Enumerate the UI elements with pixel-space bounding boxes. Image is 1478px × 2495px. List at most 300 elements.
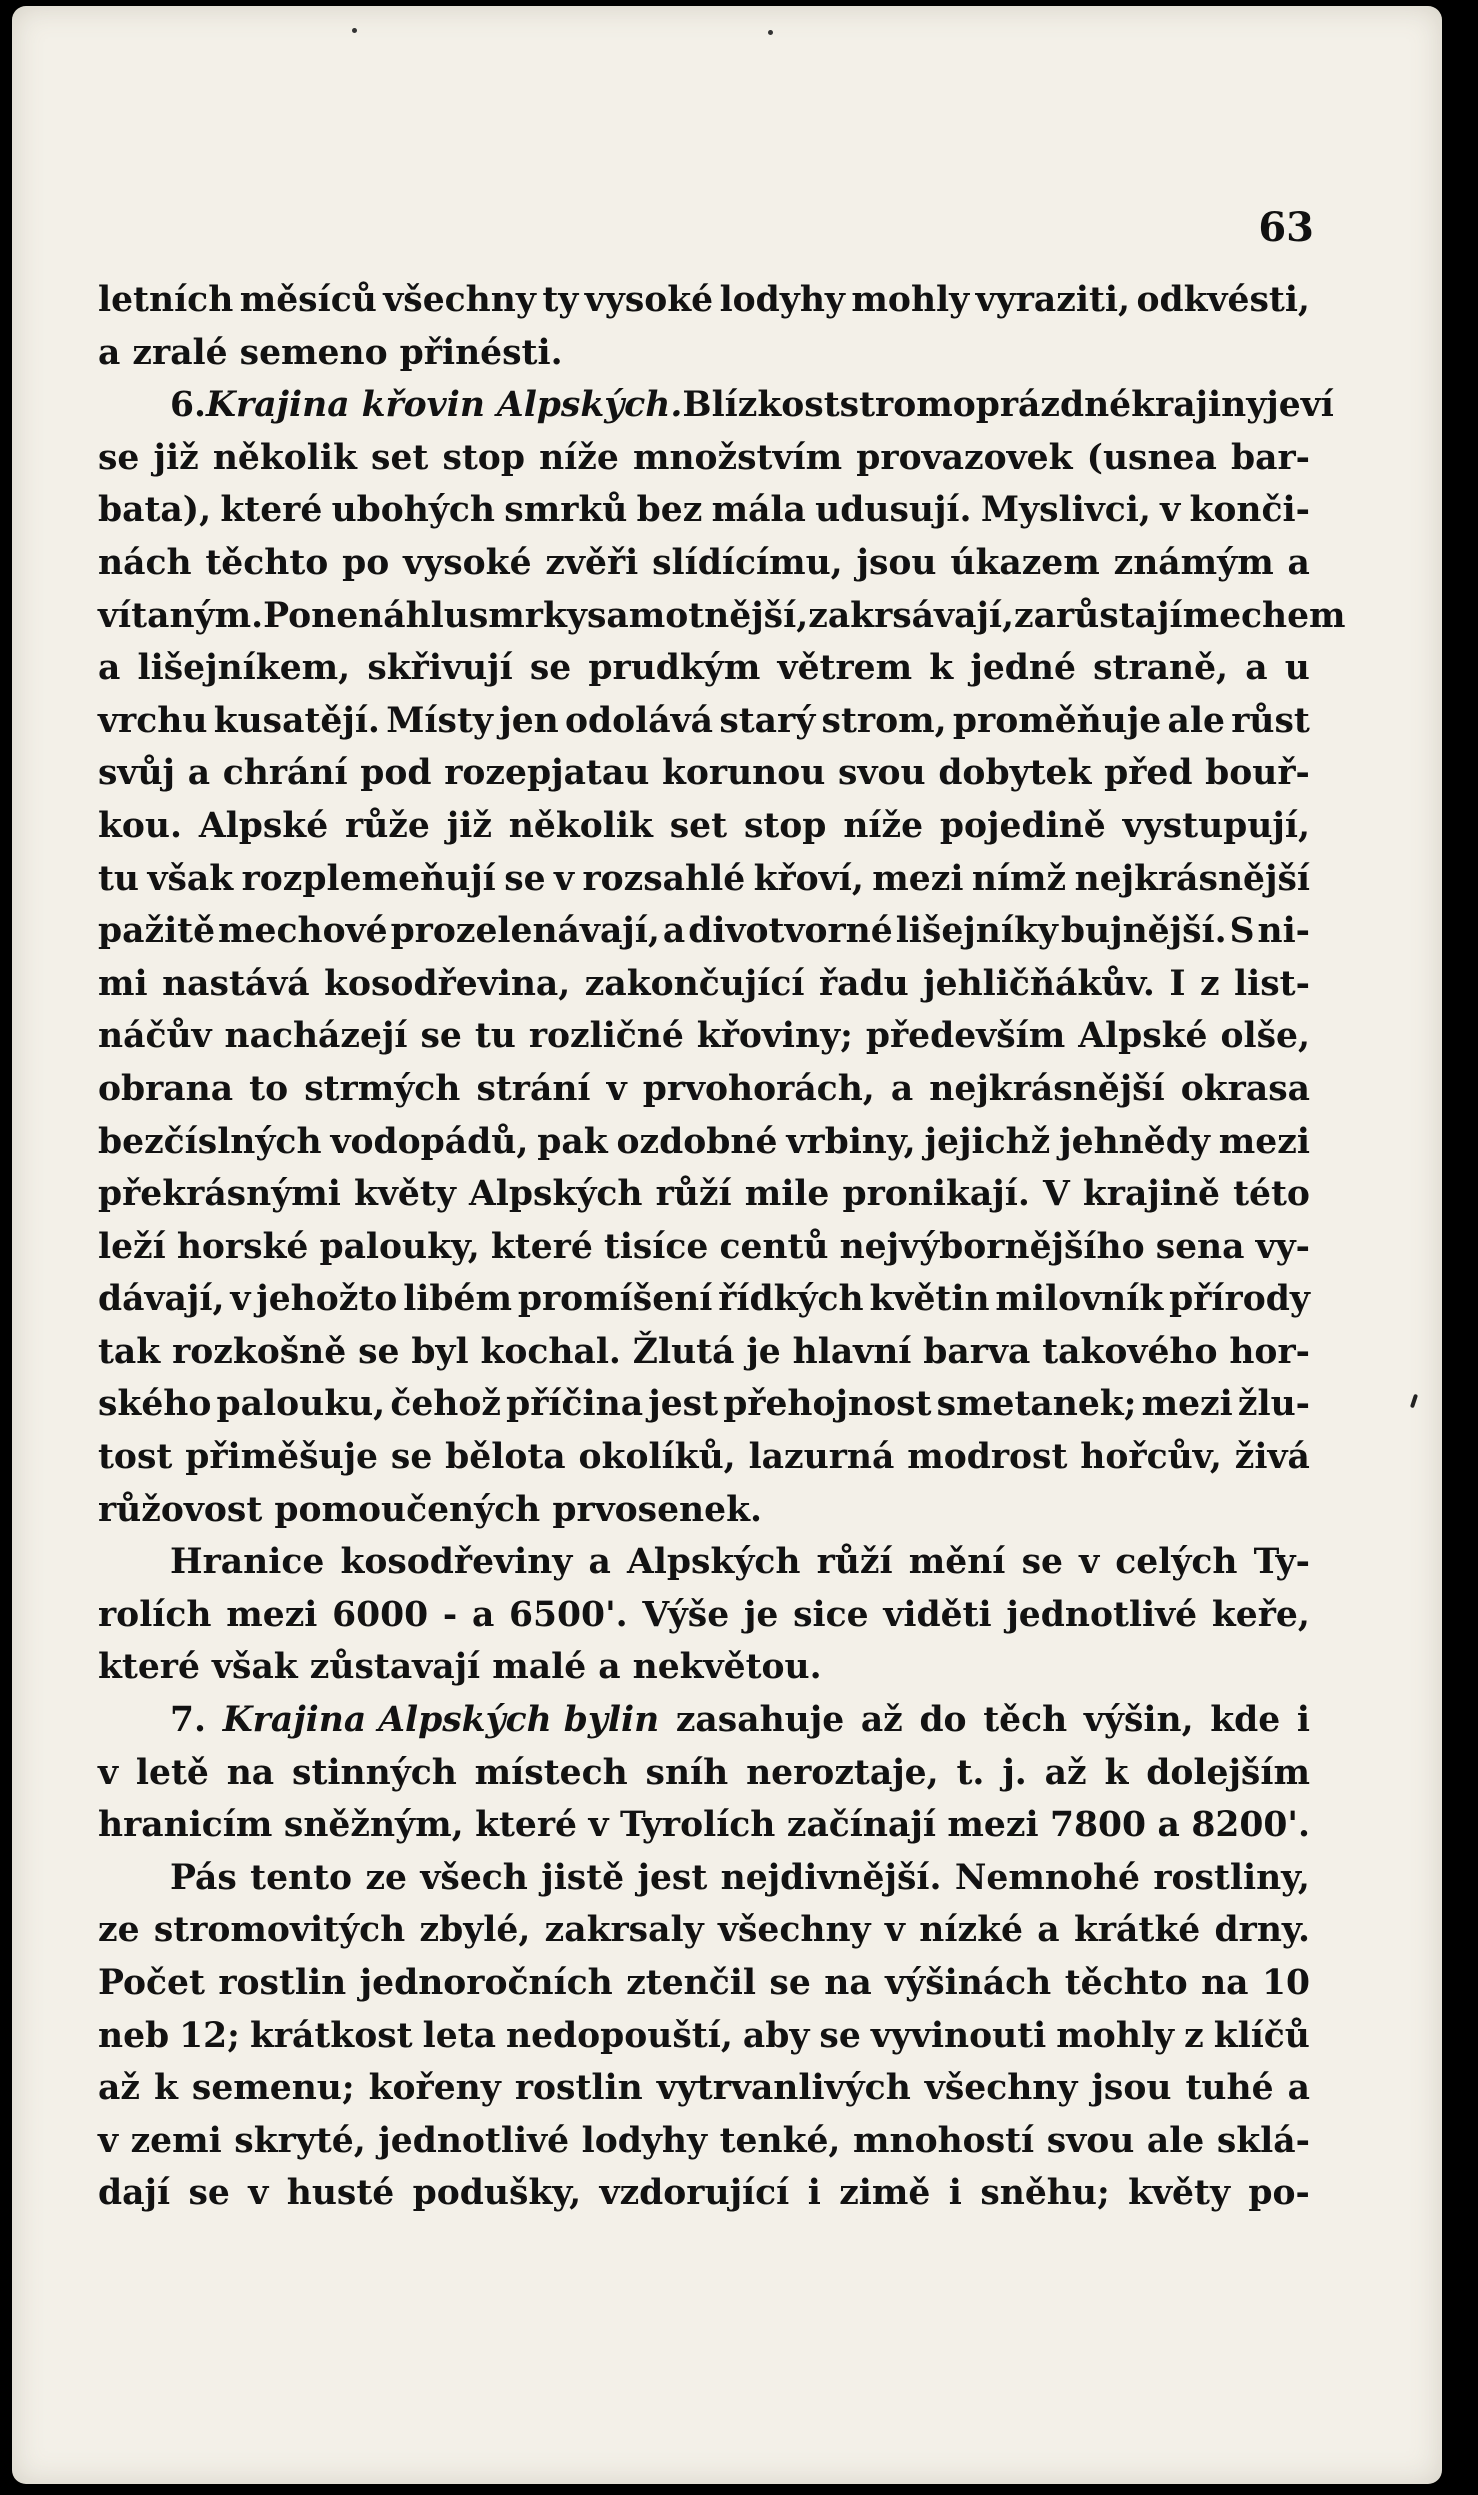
word: Alpských [627, 1542, 801, 1583]
word: bujnější. [1060, 911, 1227, 952]
word: a [598, 1647, 621, 1688]
word: zasahuje [675, 1700, 845, 1741]
word: Hranice [170, 1542, 325, 1583]
word: nacházejí [224, 1016, 408, 1057]
word: Ty- [1253, 1542, 1310, 1583]
word: udusují. [815, 490, 972, 531]
word: jehožto [256, 1279, 398, 1320]
word: Nemnohé [954, 1857, 1140, 1898]
word: svou [1046, 2120, 1135, 2161]
word: místech [474, 1752, 628, 1793]
text-line [98, 2062, 1310, 2115]
word: byl [411, 1331, 469, 1372]
word: 10 [1261, 1963, 1310, 2003]
word: ze [365, 1857, 407, 1898]
word: mi [98, 963, 148, 1004]
text-line [98, 642, 1310, 695]
word: přírody [1169, 1279, 1310, 1320]
word: smrků [504, 490, 628, 531]
text-line [98, 1063, 1310, 1116]
word: 8200'. [1191, 1805, 1310, 1846]
word: nejvýbornějšího [839, 1226, 1145, 1267]
word: v [1160, 490, 1181, 531]
word: jednoročních [359, 1963, 613, 2003]
word: růží [655, 1174, 732, 1215]
word: těchto [1064, 1963, 1188, 2003]
word: centů [719, 1226, 829, 1267]
word: se [188, 2173, 230, 2214]
word: svou [838, 753, 926, 794]
word: příčina [506, 1384, 644, 1425]
word: aby [742, 2015, 810, 2056]
word: leží [98, 1226, 166, 1267]
word: již [153, 437, 199, 478]
word: mohly [1056, 2015, 1175, 2056]
word: zvěři [545, 542, 639, 583]
word: tak [98, 1331, 161, 1372]
word: po- [1248, 2173, 1310, 2214]
word: takového [1042, 1331, 1218, 1372]
word: Žlutá [632, 1331, 735, 1372]
word: je [746, 1331, 781, 1372]
word: bar- [1230, 437, 1310, 478]
word: všechny [383, 280, 536, 320]
word: ozdobné [616, 1121, 778, 1162]
word: mezi [226, 1594, 318, 1635]
word: na [1201, 1963, 1249, 2003]
word: přiměšuje [185, 1437, 379, 1478]
word: mechové [218, 911, 388, 952]
word: všech [420, 1857, 528, 1898]
word: kde [1210, 1700, 1281, 1741]
word: Pás [170, 1857, 237, 1898]
text-line [98, 1431, 1310, 1484]
word: lazurná [748, 1437, 895, 1478]
word: proměňuje [952, 700, 1162, 741]
word: růst [1231, 700, 1310, 741]
word: prvohorách, [642, 1068, 875, 1109]
word: ubohých [331, 490, 495, 531]
word: v [588, 1805, 609, 1846]
text-line [98, 1641, 1310, 1694]
word: 6500'. [509, 1594, 628, 1635]
text-line [98, 958, 1310, 1011]
word: níže [539, 437, 619, 478]
word: letních [98, 280, 234, 320]
word: nímž [971, 858, 1067, 899]
word: olše, [1220, 1016, 1310, 1057]
word: keře, [1211, 1594, 1310, 1635]
word: jehličňákův. [923, 963, 1155, 1004]
word: S [1229, 911, 1255, 952]
word: křoví, [753, 858, 864, 899]
word: kořeny [368, 2068, 501, 2109]
word: Alpských [469, 1174, 643, 1215]
word: to [249, 1068, 289, 1109]
word: mechem [1182, 595, 1346, 636]
word: hořcův, [1080, 1437, 1222, 1478]
word: libém [403, 1279, 512, 1320]
word: jest [648, 1384, 719, 1425]
word: stop [743, 805, 827, 846]
text-line [98, 274, 1310, 327]
word: se [390, 1437, 433, 1478]
word: již [446, 805, 492, 846]
word: jejichž [924, 1121, 1051, 1162]
word: prozelenávají, [390, 911, 660, 952]
word: vrchu [98, 700, 208, 741]
word: které [98, 1647, 200, 1688]
text-line [98, 1589, 1310, 1642]
word: dají [98, 2173, 171, 2214]
word: odkvésti, [1136, 280, 1310, 320]
word: rozkošně [172, 1331, 347, 1372]
word: (usnea [1086, 437, 1217, 478]
word: známým [1113, 542, 1274, 583]
word: rostliny, [1153, 1857, 1310, 1898]
word: promíšení [517, 1279, 713, 1320]
word: tento [250, 1857, 353, 1898]
word: a [1245, 648, 1268, 689]
word: stromoprázdné [839, 385, 1132, 426]
word: smetanek; [936, 1384, 1137, 1425]
text-line [98, 1116, 1310, 1169]
word: v [98, 2120, 119, 2161]
word: vy- [1255, 1226, 1310, 1267]
word: se [504, 858, 546, 899]
word: k [153, 2068, 178, 2109]
print-speck [352, 28, 357, 33]
word: husté [286, 2173, 395, 2214]
word: několik [212, 437, 357, 478]
word: náčův [98, 1016, 212, 1057]
word: které [490, 1226, 593, 1267]
word: ského [98, 1384, 212, 1425]
word: mezi [872, 858, 964, 899]
word: krátké [1073, 1910, 1201, 1951]
word: modrost [907, 1437, 1068, 1478]
text-line [98, 1904, 1310, 1957]
word: se [1021, 1542, 1063, 1583]
word: obrana [98, 1068, 234, 1109]
word: a [890, 1068, 914, 1109]
word: neroztaje, [746, 1752, 939, 1793]
word: Tyrolích [619, 1805, 776, 1846]
word: stromovitých [153, 1910, 406, 1951]
word: v [98, 1752, 119, 1793]
word: ze [98, 1910, 140, 1951]
word: Počet [98, 1963, 205, 2003]
word: zemi [130, 2120, 222, 2161]
word: 6000 [332, 1594, 429, 1635]
word: nízké [919, 1910, 1023, 1951]
word: rozsahlé [582, 858, 746, 899]
word: vysoké [403, 542, 532, 583]
text-line [98, 327, 1310, 380]
word: sice [793, 1594, 869, 1635]
word: chrání [222, 753, 348, 794]
word: lišejníkem, [137, 648, 351, 689]
word: a [471, 1594, 495, 1635]
word: konči- [1189, 490, 1310, 531]
text-line [98, 1694, 1310, 1747]
word: růží [816, 1542, 893, 1583]
word: bata), [98, 490, 212, 531]
word: zakrsávají, [808, 595, 1015, 636]
word: jednotlivé [378, 2120, 570, 2161]
word: smrky [468, 595, 587, 636]
word: skryté, [234, 2120, 366, 2161]
text-line [98, 1168, 1310, 1221]
word: slídícímu, [652, 542, 843, 583]
word: v [554, 858, 575, 899]
text-line [98, 1536, 1310, 1589]
word: řadu [818, 963, 909, 1004]
word: zbylé, [419, 1910, 531, 1951]
word: na [226, 1752, 275, 1793]
word: ni- [1257, 911, 1310, 952]
word: bezčíslných [98, 1121, 322, 1162]
word: okrasa [1180, 1068, 1310, 1109]
word: k [1104, 1752, 1129, 1793]
word: jedné [970, 648, 1076, 689]
word: se [358, 1331, 400, 1372]
word: starý [719, 700, 816, 741]
text-line [98, 1221, 1310, 1274]
word: několik [508, 805, 653, 846]
section-heading: Krajina Alpských bylin [222, 1700, 660, 1741]
word: jehnědy [1059, 1121, 1210, 1162]
word: vystupují, [1122, 805, 1310, 846]
word: Ponenáhlu [263, 595, 469, 636]
word: jest [637, 1857, 708, 1898]
word: 7800 [1050, 1805, 1147, 1846]
word: úkazem [950, 542, 1100, 583]
word: drny. [1214, 1910, 1310, 1951]
word: křoviny; [696, 1016, 853, 1057]
word: ale [1146, 2120, 1205, 2161]
text-line [98, 484, 1310, 537]
word: stinných [292, 1752, 457, 1793]
word: - [442, 1594, 458, 1635]
word: nách [98, 542, 192, 583]
word: je [743, 1594, 779, 1635]
word: sklá- [1216, 2120, 1310, 2161]
text-line [98, 1484, 1310, 1537]
word: letě [135, 1752, 209, 1793]
word: mezi [947, 1805, 1039, 1846]
word: horské [176, 1226, 309, 1267]
word: hor- [1229, 1331, 1310, 1372]
word: pažitě [98, 911, 216, 952]
text-line [98, 853, 1310, 906]
word: odolává [565, 700, 714, 741]
text-line [98, 747, 1310, 800]
word: lodyhy [581, 2120, 708, 2161]
word: nekvětou. [632, 1647, 822, 1688]
text-line [98, 379, 1334, 432]
word: dávají, [98, 1279, 225, 1320]
word: hranicím [98, 1805, 273, 1846]
word: a [187, 753, 211, 794]
word: ztenčil [626, 1963, 756, 2003]
word: bouř- [1205, 753, 1310, 794]
word: přinésti. [399, 332, 563, 373]
word: i [1296, 1700, 1310, 1741]
text-line [98, 1010, 1310, 1063]
word: pak [537, 1121, 608, 1162]
margin-mark [1410, 1394, 1418, 1409]
word: strmých [304, 1068, 461, 1109]
word: mnohostí [853, 2120, 1035, 2161]
word: nejdivnější. [720, 1857, 942, 1898]
word: tisíce [603, 1226, 709, 1267]
word: Místy [386, 700, 493, 741]
word: straně, [1093, 648, 1229, 689]
word: se [819, 2015, 861, 2056]
word: až [1044, 1752, 1087, 1793]
text-line [98, 1957, 1310, 2010]
word: vrbiny, [786, 1121, 916, 1162]
word: kosodřevina, [324, 963, 571, 1004]
page-number: 63 [1258, 204, 1314, 251]
word: 7. [170, 1700, 207, 1741]
text-line [98, 1378, 1310, 1431]
text-line [98, 2115, 1310, 2168]
word: vysoké [584, 280, 714, 320]
book-page [12, 6, 1442, 2484]
word: rozplemeňují [241, 858, 496, 899]
word: tuhé [1185, 2068, 1274, 2109]
word: Alpské [1078, 1016, 1208, 1057]
word: a [662, 911, 686, 952]
word: i [807, 2173, 821, 2214]
word: zarůstají [1014, 595, 1183, 636]
text-line [98, 905, 1310, 958]
word: j. [1002, 1752, 1027, 1793]
word: Výše [642, 1594, 730, 1635]
word: pod [360, 753, 432, 794]
word: krajině [1082, 1174, 1220, 1215]
word: zralé [132, 332, 228, 373]
word: prvosenek. [552, 1489, 763, 1530]
word: hlavní [792, 1331, 912, 1372]
word: rozepjatau [444, 753, 650, 794]
word: se [98, 437, 140, 478]
word: jeví [1266, 385, 1334, 426]
word: vzdorující [599, 2173, 790, 2214]
word: jsou [1091, 2068, 1172, 2109]
word: nejkrásnější [929, 1068, 1165, 1109]
text-line [98, 1799, 1310, 1852]
word: kochal. [480, 1331, 621, 1372]
word: pronikají. [842, 1174, 1030, 1215]
word: sena [1155, 1226, 1245, 1267]
word: i [948, 2173, 962, 2214]
text-line [98, 1747, 1310, 1800]
word: pojedině [939, 805, 1106, 846]
word: svůj [98, 753, 176, 794]
word: se [529, 648, 572, 689]
word: set [371, 437, 429, 478]
word: a [98, 332, 121, 373]
word: žlu- [1237, 1384, 1310, 1425]
word: malé [492, 1647, 587, 1688]
word: korunou [662, 753, 826, 794]
word: kosodřeviny [340, 1542, 573, 1583]
word: níže [843, 805, 924, 846]
word: tu [474, 1016, 516, 1057]
word: barva [923, 1331, 1031, 1372]
word: Alpské [198, 805, 329, 846]
text-line [98, 1852, 1310, 1905]
word: Blízkost [682, 385, 840, 426]
word: mezi [1141, 1384, 1233, 1425]
word: zakončující [584, 963, 805, 1004]
word: množstvím [632, 437, 843, 478]
word: v [884, 1910, 905, 1951]
word: k [929, 648, 954, 689]
word: vodopádů, [330, 1121, 529, 1162]
word: tu [98, 858, 140, 899]
word: I [1169, 963, 1186, 1004]
word: růžovost [98, 1489, 263, 1530]
word: výšinách [885, 1963, 1052, 2003]
word: především [865, 1016, 1066, 1057]
word: všechny [924, 2068, 1078, 2109]
word: krátkost [249, 2015, 413, 2056]
word: této [1233, 1174, 1310, 1215]
word: jsou [856, 542, 937, 583]
word: 12; [179, 2015, 240, 2056]
word: květy [1128, 2173, 1230, 2214]
word: podušky, [412, 2173, 582, 2214]
word: sníh [645, 1752, 729, 1793]
word: květy [353, 1174, 456, 1215]
word: skřivují [367, 648, 513, 689]
word: mění [908, 1542, 1006, 1583]
word: bez [636, 490, 703, 531]
word: jistě [541, 1857, 625, 1898]
word: po [342, 542, 390, 583]
text-line [98, 537, 1310, 590]
word: čehož [390, 1384, 501, 1425]
text-line [98, 2010, 1310, 2063]
word: nedopouští, [505, 2015, 733, 2056]
word: nastává [162, 963, 310, 1004]
word: až [860, 1700, 903, 1741]
word: těch [983, 1700, 1068, 1741]
word: mile [744, 1174, 830, 1215]
word: růže [345, 805, 430, 846]
word: sněžným, [283, 1805, 464, 1846]
word: řídkých [718, 1279, 864, 1320]
word: vyvinouti [870, 2015, 1047, 2056]
word: větrem [777, 648, 913, 689]
word: před [1104, 753, 1193, 794]
word: a [588, 1542, 611, 1583]
word: semenu; [191, 2068, 355, 2109]
word: semeno [239, 332, 388, 373]
text-line [98, 432, 1310, 485]
word: tost [98, 1437, 173, 1478]
word: výšin, [1083, 1700, 1194, 1741]
word: lodyhy [719, 280, 845, 320]
word: viděti [883, 1594, 992, 1635]
word: začínají [786, 1805, 936, 1846]
word: a [1287, 2068, 1310, 2109]
word: celých [1115, 1542, 1238, 1583]
